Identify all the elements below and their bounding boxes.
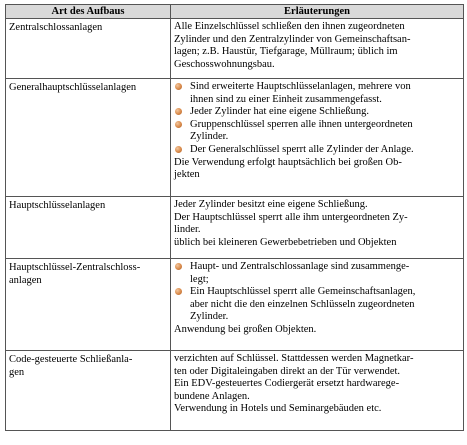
row-explanation-cell: [171, 351, 464, 431]
table-row: [6, 351, 464, 431]
explanation-line: bundene Anlagen.: [174, 390, 250, 402]
row-explanation-cell: [171, 259, 464, 351]
table-row: [6, 79, 464, 197]
explanation-line: ten oder Digitaleingaben direkt an der Tür verwendet.: [174, 365, 401, 377]
explanation-line: verzichten auf Schlüssel. Stattdessen werden Magnetkar-: [174, 353, 414, 364]
row-type-cell: [6, 351, 171, 431]
bullet-item: Gruppenschlüssel sperren alle ihnen untergeordneten Zylinder.: [174, 119, 460, 144]
explanation-line: Zylinder und den Zentralzylinder von Gemeinschaftsan-: [174, 33, 411, 45]
bullet-item: Der Generalschlüssel sperrt alle Zylinder der Anlage.: [174, 144, 460, 157]
bullet-icon: [175, 121, 182, 128]
row-type-label: Hauptschlüsselanlagen: [9, 200, 106, 211]
explanation-line: Geschosswohnungsbau.: [174, 58, 275, 70]
bullet-icon: [175, 263, 182, 270]
explanation-line: jekten: [174, 169, 200, 181]
explanation-line: üblich bei kleineren Gewerbebetrieben und Objekten: [174, 236, 397, 248]
row-explanation-cell: [171, 19, 464, 79]
bullet-icon: [175, 146, 182, 153]
explanation-line: Die Verwendung erfolgt hauptsächlich bei großen Ob-: [174, 156, 402, 168]
row-type-label: gen: [9, 366, 25, 378]
explanation-line: Verwendung in Hotels und Seminargebäuden etc.: [174, 403, 382, 415]
explanation-line: Der Hauptschlüssel sperrt alle ihm untergeordneten Zy-: [174, 211, 408, 223]
explanation-line: Anwendung bei großen Objekten.: [174, 323, 317, 335]
table-row: [6, 259, 464, 351]
row-type-label: Generalhauptschlüsselanlagen: [9, 82, 137, 93]
table-row: [6, 197, 464, 259]
column-header-explanation: Erläuterungen: [171, 5, 464, 19]
row-explanation-cell: [171, 197, 464, 259]
row-type-cell: [6, 79, 171, 197]
row-type-label: Hauptschlüssel-Zentralschloss-: [9, 262, 141, 273]
table-header-row: [6, 5, 464, 19]
explanation-line: Alle Einzelschlüssel schließen den ihnen zugeordneten: [174, 21, 405, 32]
explanation-line: Jeder Zylinder besitzt eine eigene Schließung.: [174, 199, 368, 210]
bullet-icon: [175, 108, 182, 115]
row-type-cell: [6, 19, 171, 79]
row-type-label: Code-gesteuerte Schließanla-: [9, 354, 133, 365]
lock-systems-table: [5, 4, 464, 431]
row-type-label: Zentralschlossanlagen: [9, 22, 103, 33]
bullet-item: Ein Hauptschlüssel sperrt alle Gemeinschaftsanlagen, aber nicht die den einzelnen Schlüsseln zugeordneten Zylinder.: [174, 286, 460, 324]
explanation-line: Ein EDV-gesteuertes Codiergerät ersetzt hardwarege-: [174, 378, 400, 390]
explanation-line: linder.: [174, 224, 201, 236]
bullet-icon: [175, 288, 182, 295]
bullet-item: Sind erweiterte Hauptschlüsselanlagen, mehrere von ihnen sind zu einer Einheit zusammengefasst.: [174, 81, 460, 106]
row-type-cell: [6, 197, 171, 259]
explanation-line: lagen; z.B. Haustür, Tiefgarage, Müllraum; üblich im: [174, 46, 398, 58]
row-type-label: anlagen: [9, 274, 42, 286]
row-type-cell: [6, 259, 171, 351]
bullet-item: Jeder Zylinder hat eine eigene Schließung.: [174, 106, 460, 119]
table-row: [6, 19, 464, 79]
bullet-icon: [175, 83, 182, 90]
bullet-item: Haupt- und Zentralschlossanlage sind zusammenge- legt;: [174, 261, 460, 286]
row-explanation-cell: [171, 79, 464, 197]
column-header-type: Art des Aufbaus: [6, 5, 171, 19]
